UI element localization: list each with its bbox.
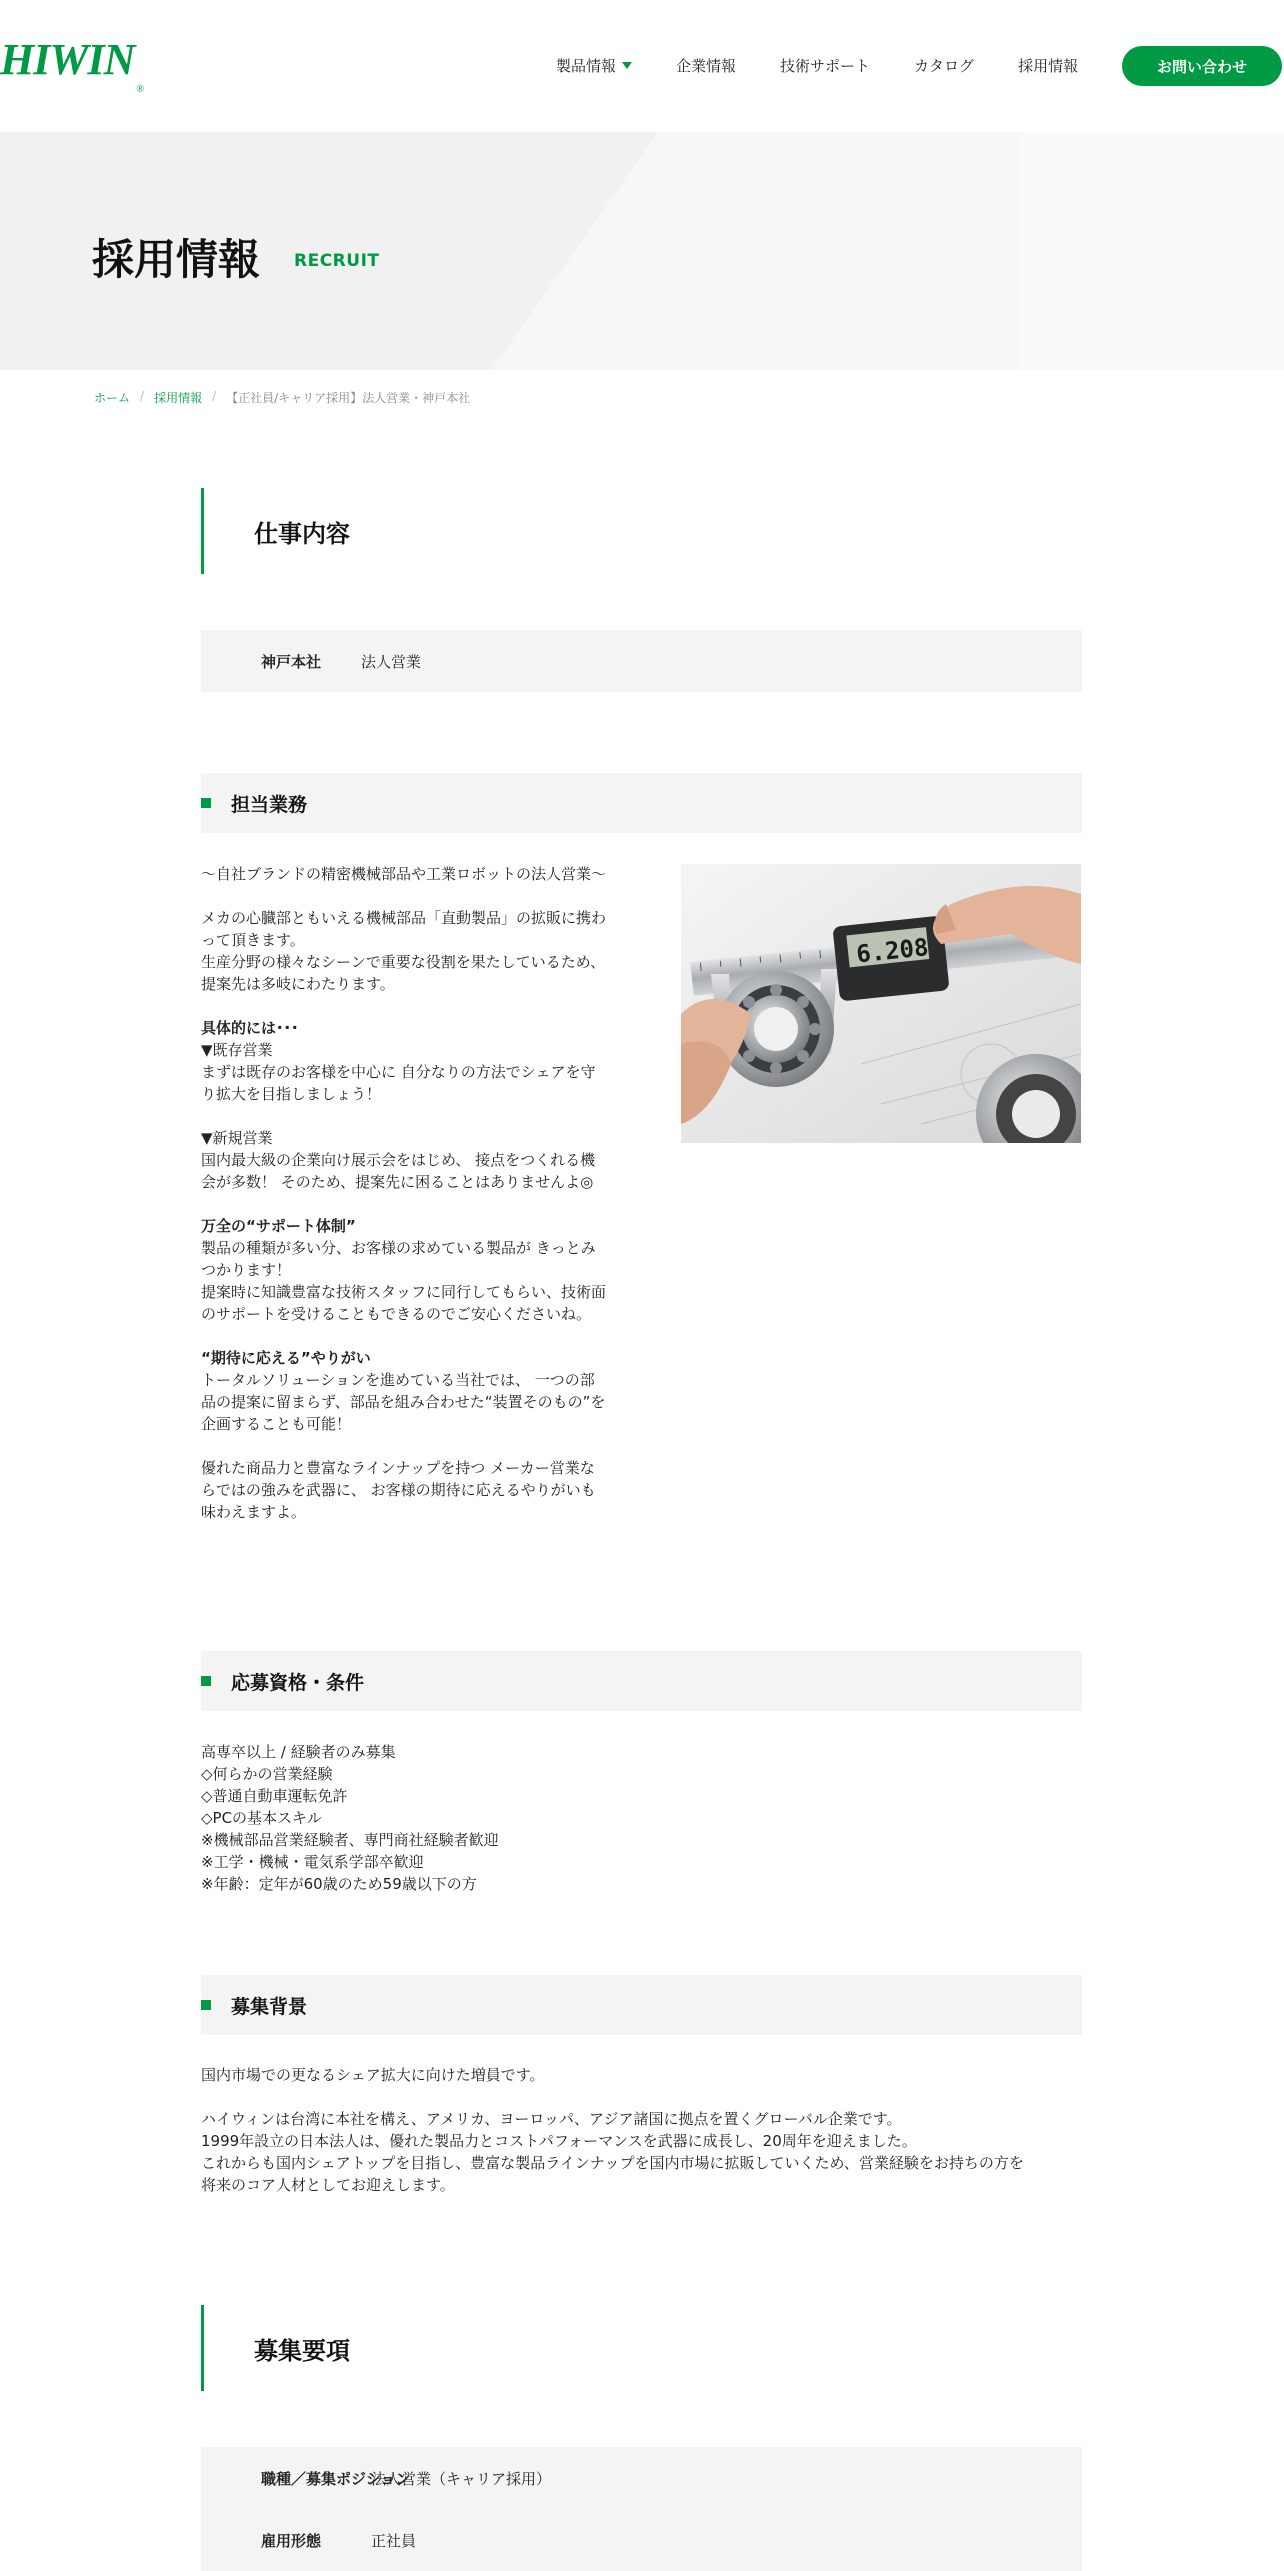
hero-decoration xyxy=(1020,132,1284,370)
page-subtitle: RECRUIT xyxy=(294,251,380,271)
info-value: 法人営業 xyxy=(361,652,422,671)
qualification-line: ◇PCの基本スキル xyxy=(201,1809,322,1827)
breadcrumb-recruit[interactable]: 採用情報 xyxy=(154,391,203,405)
duties-p3-line: 国内最大級の企業向け展示会をはじめ、 接点をつくれる機 xyxy=(201,1151,596,1169)
contact-button[interactable]: お問い合わせ xyxy=(1122,46,1282,86)
qualification-line: ◇何らかの営業経験 xyxy=(201,1765,333,1783)
duties-p6-line: 優れた商品力と豊富なラインナップを持つ メーカー営業な xyxy=(201,1459,595,1477)
nav-company[interactable]: 企業情報 xyxy=(676,57,737,75)
subheading-qualifications: 応募資格・条件 xyxy=(201,1651,1082,1711)
duties-p2-line: ▼既存営業 xyxy=(201,1041,273,1059)
duties-p5-line: 企画することも可能！ xyxy=(201,1415,352,1433)
duties-p4-heading: 万全の“サポート体制” xyxy=(201,1217,356,1235)
duties-text xyxy=(201,863,641,1523)
breadcrumb-home[interactable]: ホーム xyxy=(94,391,131,405)
duties-p6-line: らではの強みを武器に、 お客様の期待に応えるやりがいも xyxy=(201,1481,596,1499)
duties-p5-heading: “期待に応える”やりがい xyxy=(201,1349,371,1367)
requirement-value: 正社員 xyxy=(371,2531,417,2550)
caliper-bearing-photo xyxy=(681,864,1081,1143)
breadcrumb-separator: / xyxy=(140,389,145,403)
background-p2-line: これからも国内シェアトップを目指し、豊富な製品ラインナップを国内市場に拡販していくため、営業経験をお持ちの方を xyxy=(201,2154,1024,2172)
section-title-job: 仕事内容 xyxy=(201,488,350,574)
requirement-row xyxy=(201,2509,1082,2571)
page-hero xyxy=(0,132,1284,370)
duties-p1-line: 生産分野の様々なシーンで重要な役割を果たしているため、 xyxy=(201,953,606,971)
nav-products[interactable]: 製品情報 xyxy=(556,55,632,76)
breadcrumb-current: 【正社員/キャリア採用】法人営業・神戸本社 xyxy=(226,391,471,405)
page-title: 採用情報 xyxy=(92,235,261,284)
square-bullet-icon xyxy=(201,1676,211,1686)
info-row-location xyxy=(201,630,1082,692)
square-bullet-icon xyxy=(201,798,211,808)
hiwin-logo[interactable]: HIWIN® xyxy=(0,35,143,95)
caliper-display: 6.208 xyxy=(854,933,930,969)
qualification-line: ◇普通自動車運転免許 xyxy=(201,1787,348,1805)
duties-p3-line: ▼新規営業 xyxy=(201,1129,273,1147)
qualification-line: ※機械部品営業経験者、専門商社経験者歓迎 xyxy=(201,1831,499,1849)
nav-recruit[interactable]: 採用情報 xyxy=(1018,57,1079,75)
nav-tech-support[interactable]: 技術サポート xyxy=(780,57,871,75)
breadcrumb xyxy=(94,389,470,406)
duties-p4-line: 提案時に知識豊富な技術スタッフに同行してもらい、技術面 xyxy=(201,1283,607,1301)
duties-p4-line: つかります！ xyxy=(201,1261,292,1279)
section-title-requirements: 募集要項 xyxy=(201,2305,350,2391)
subheading-background: 募集背景 xyxy=(201,1975,1082,2035)
background-text xyxy=(201,2064,1082,2196)
qualification-line: 高専卒以上 / 経験者のみ募集 xyxy=(201,1743,396,1761)
background-p2-line: ハイウィンは台湾に本社を構え、アメリカ、ヨーロッパ、アジア諸国に拠点を置くグローバル企業です。 xyxy=(201,2110,902,2128)
main-nav xyxy=(556,55,1122,76)
requirement-value: 法人営業（キャリア採用） xyxy=(371,2469,552,2488)
background-p1: 国内市場での更なるシェア拡大に向けた増員です。 xyxy=(201,2066,545,2084)
nav-catalog[interactable]: カタログ xyxy=(914,57,975,75)
background-p2-line: 将来のコア人材としてお迎えします。 xyxy=(201,2176,455,2194)
duties-p2-line: まずは既存のお客様を中心に 自分なりの方法でシェアを守 xyxy=(201,1063,596,1081)
breadcrumb-separator: / xyxy=(212,389,217,403)
info-label: 神戸本社 xyxy=(261,652,322,671)
duties-p1-line: って頂きます。 xyxy=(201,931,305,949)
requirement-row xyxy=(201,2447,1082,2509)
square-bullet-icon xyxy=(201,2000,211,2010)
requirement-label: 職種／募集ポジション xyxy=(261,2469,411,2488)
duties-p5-line: トータルソリューションを進めている当社では、 一つの部 xyxy=(201,1371,595,1389)
qualification-line: ※年齢：定年が60歳のため59歳以下の方 xyxy=(201,1875,477,1893)
qualification-line: ※工学・機械・電気系学部卒歓迎 xyxy=(201,1853,424,1871)
duties-p3-line: 会が多数！ そのため、提案先に困ることはありませんよ◎ xyxy=(201,1173,594,1191)
duties-p2-line: り拡大を目指しましょう！ xyxy=(201,1085,382,1103)
requirement-label: 雇用形態 xyxy=(261,2531,322,2550)
duties-p5-line: 品の提案に留まらず、部品を組み合わせた“装置そのもの”を xyxy=(201,1393,606,1411)
duties-p4-line: のサポートを受けることもできるのでご安心くださいね。 xyxy=(201,1305,592,1323)
duties-p1-line: 提案先は多岐にわたります。 xyxy=(201,975,395,993)
duties-p4-line: 製品の種類が多い分、お客様の求めている製品が きっとみ xyxy=(201,1239,596,1257)
duties-p6-line: 味わえますよ。 xyxy=(201,1503,307,1521)
duties-p1-line: メカの心臓部ともいえる機械部品「直動製品」の拡販に携わ xyxy=(201,909,607,927)
site-header xyxy=(0,0,1284,132)
duties-p2-heading: 具体的には･･･ xyxy=(201,1019,299,1037)
caret-down-icon xyxy=(622,62,632,69)
subheading-duties: 担当業務 xyxy=(201,773,1082,833)
qualifications-list xyxy=(201,1741,1082,1895)
duties-tagline: ～自社ブランドの精密機械部品や工業ロボットの法人営業～ xyxy=(201,865,607,883)
background-p2-line: 1999年設立の日本法人は、優れた製品力とコストパフォーマンスを武器に成長し、20周年を迎えました。 xyxy=(201,2132,917,2150)
